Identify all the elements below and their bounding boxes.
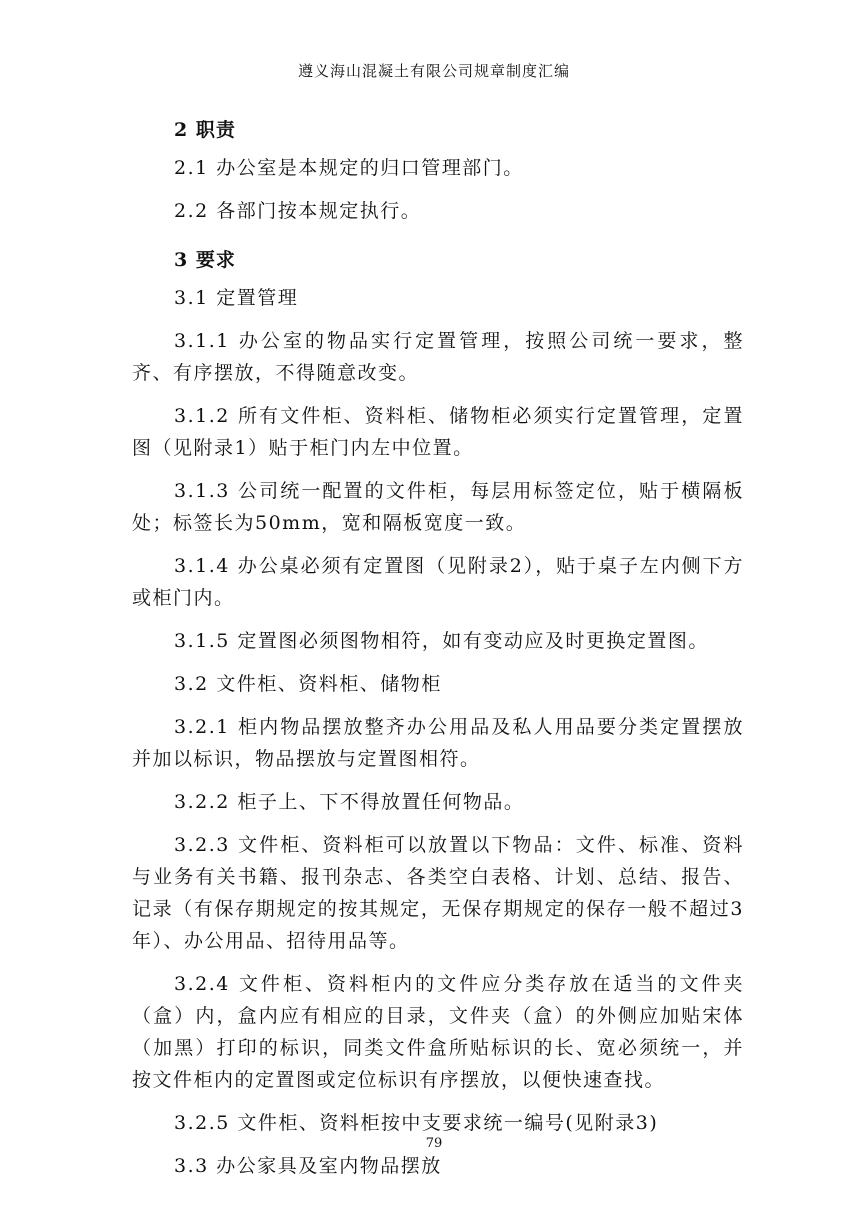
clause-3-2-3: 3.2.3 文件柜、资料柜可以放置以下物品：文件、标准、资料与业务有关书籍、报刊杂志、各类空白表格、计划、总结、报告、记录（有保存期规定的按其规定，无保存期规定的保存一般不超过3年）、办公用品、招待用品等。 — [132, 834, 744, 952]
section-heading-requirements: 3 要求 — [174, 249, 236, 271]
clause-3-1-1: 3.1.1 办公室的物品实行定置管理，按照公司统一要求，整齐、有序摆放，不得随意改变。 — [132, 330, 744, 384]
clause-3-1-3: 3.1.3 公司统一配置的文件柜，每层用标签定位，贴于横隔板处；标签长为50mm，宽和隔板宽度一致。 — [132, 480, 744, 534]
clause-3-2-1: 3.2.1 柜内物品摆放整齐办公用品及私人用品要分类定置摆放并加以标识，物品摆放与定置图相符。 — [132, 716, 744, 770]
clause-3-2: 3.2 文件柜、资料柜、储物柜 — [174, 673, 442, 695]
clause-3-2-5: 3.2.5 文件柜、资料柜按中支要求统一编号(见附录3) — [174, 1112, 659, 1134]
page-header: 遵义海山混凝土有限公司规章制度汇编 — [297, 62, 570, 80]
clause-3-2-2: 3.2.2 柜子上、下不得放置任何物品。 — [174, 791, 525, 813]
section-heading-duties: 2 职责 — [174, 119, 236, 141]
clause-2-2: 2.2 各部门按本规定执行。 — [174, 200, 422, 222]
clause-3-3: 3.3 办公家具及室内物品摆放 — [174, 1155, 442, 1177]
clause-3-1: 3.1 定置管理 — [174, 287, 299, 309]
document-body — [132, 108, 744, 1193]
page-number: 79 — [425, 1136, 443, 1151]
clause-2-1: 2.1 办公室是本规定的归口管理部门。 — [174, 157, 524, 179]
clause-3-1-2: 3.1.2 所有文件柜、资料柜、储物柜必须实行定置管理，定置图（见附录1）贴于柜门内左中位置。 — [132, 405, 744, 459]
clause-3-2-4: 3.2.4 文件柜、资料柜内的文件应分类存放在适当的文件夹（盒）内，盒内应有相应的目录，文件夹（盒）的外侧应加贴宋体（加黑）打印的标识，同类文件盒所贴标识的长、宽必须统一，并按文件柜内的定置图或定位标识有序摆放，以便快速查找。 — [132, 973, 744, 1091]
clause-3-1-4: 3.1.4 办公桌必须有定置图（见附录2），贴于桌子左内侧下方或柜门内。 — [132, 555, 744, 609]
clause-3-1-5: 3.1.5 定置图必须图物相符，如有变动应及时更换定置图。 — [174, 630, 709, 652]
